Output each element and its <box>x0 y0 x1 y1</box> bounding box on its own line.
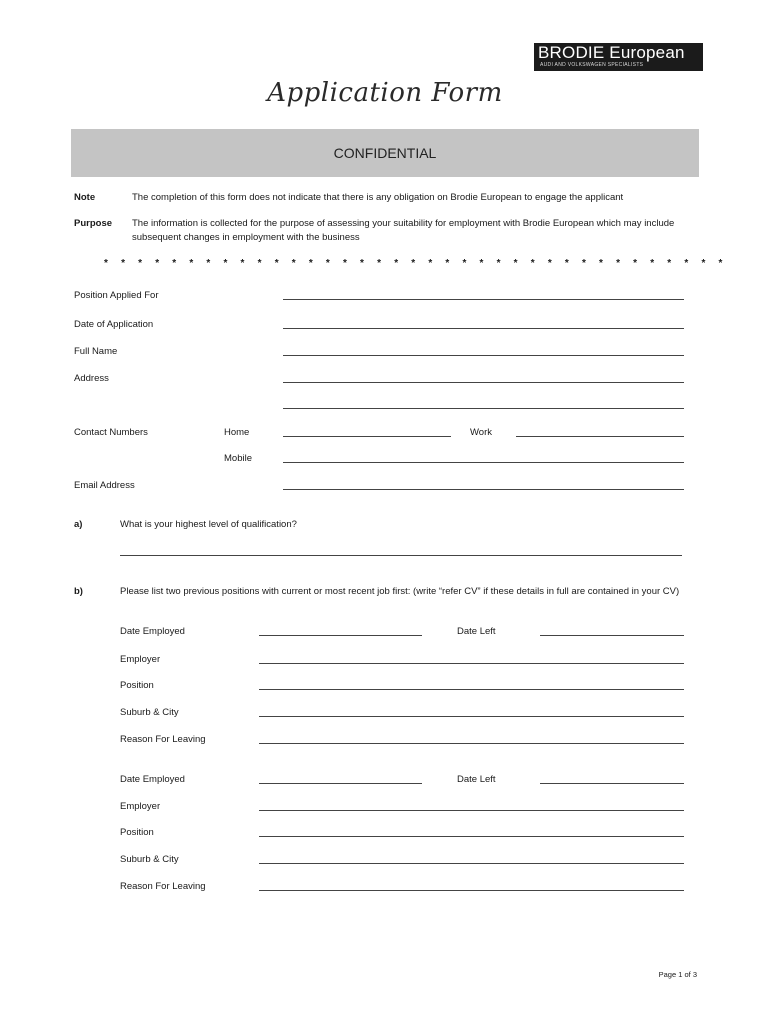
job1-date-employed-field[interactable] <box>259 635 422 636</box>
job2-position-label: Position <box>120 827 154 838</box>
email-label: Email Address <box>74 480 135 491</box>
job1-date-left-field[interactable] <box>540 635 684 636</box>
page-number: Page 1 of 3 <box>658 970 697 979</box>
contact-numbers-label: Contact Numbers <box>74 427 148 438</box>
job2-date-employed-field[interactable] <box>259 783 422 784</box>
job1-employer-field[interactable] <box>259 663 684 664</box>
separator-stars: * * * * * * * * * * * * * * * * * * * * * * * * * * * * * * * * * * * * * <box>104 258 728 269</box>
job2-employer-field[interactable] <box>259 810 684 811</box>
note-text: The completion of this form does not indicate that there is any obligation on Brodie European to engage the applicant <box>132 192 624 203</box>
position-applied-field[interactable] <box>283 299 684 300</box>
job2-reason-field[interactable] <box>259 890 684 891</box>
job2-position-field[interactable] <box>259 836 684 837</box>
job1-date-left-label: Date Left <box>457 626 496 637</box>
home-phone-field[interactable] <box>283 436 451 437</box>
purpose-label: Purpose <box>74 218 113 229</box>
job1-reason-field[interactable] <box>259 743 684 744</box>
confidential-banner <box>71 129 699 177</box>
banner-text: CONFIDENTIAL <box>333 145 437 161</box>
job2-suburb-city-label: Suburb & City <box>120 854 179 865</box>
job1-reason-label: Reason For Leaving <box>120 734 206 745</box>
logo-name: BRODIE European <box>538 43 685 62</box>
question-a-marker: a) <box>74 519 83 530</box>
job1-suburb-city-field[interactable] <box>259 716 684 717</box>
page-title: Application Form <box>267 78 503 108</box>
job1-position-label: Position <box>120 680 154 691</box>
work-label: Work <box>470 427 492 438</box>
address-field-line-2[interactable] <box>283 408 684 409</box>
job1-position-field[interactable] <box>259 689 684 690</box>
position-applied-label: Position Applied For <box>74 290 159 301</box>
job2-date-left-label: Date Left <box>457 774 496 785</box>
job2-employer-label: Employer <box>120 801 161 812</box>
question-b-marker: b) <box>74 586 83 597</box>
company-logo <box>534 43 703 71</box>
address-label: Address <box>74 373 109 384</box>
job1-employer-label: Employer <box>120 654 161 665</box>
email-field[interactable] <box>283 489 684 490</box>
mobile-phone-field[interactable] <box>283 462 684 463</box>
home-label: Home <box>224 427 250 438</box>
full-name-label: Full Name <box>74 346 118 357</box>
job1-date-employed-label: Date Employed <box>120 626 185 637</box>
work-phone-field[interactable] <box>516 436 684 437</box>
question-b-text: Please list two previous positions with current or most recent job first: (write “refer CV” if these details in full are contained in your CV) <box>120 586 680 597</box>
job2-date-employed-label: Date Employed <box>120 774 185 785</box>
mobile-label: Mobile <box>224 453 252 464</box>
full-name-field[interactable] <box>283 355 684 356</box>
logo-tagline: AUDI AND VOLKSWAGEN SPECIALISTS <box>540 62 644 68</box>
job2-reason-label: Reason For Leaving <box>120 881 206 892</box>
note-label: Note <box>74 192 96 203</box>
question-a-text: What is your highest level of qualification? <box>120 519 297 530</box>
date-of-application-label: Date of Application <box>74 319 154 330</box>
purpose-text: The information is collected for the purpose of assessing your suitability for employment with Brodie European which may include subsequent changes in employment with the business <box>132 218 675 243</box>
date-of-application-field[interactable] <box>283 328 684 329</box>
job2-date-left-field[interactable] <box>540 783 684 784</box>
job2-suburb-city-field[interactable] <box>259 863 684 864</box>
address-field-line-1[interactable] <box>283 382 684 383</box>
job1-suburb-city-label: Suburb & City <box>120 707 179 718</box>
qualification-field[interactable] <box>120 555 682 556</box>
